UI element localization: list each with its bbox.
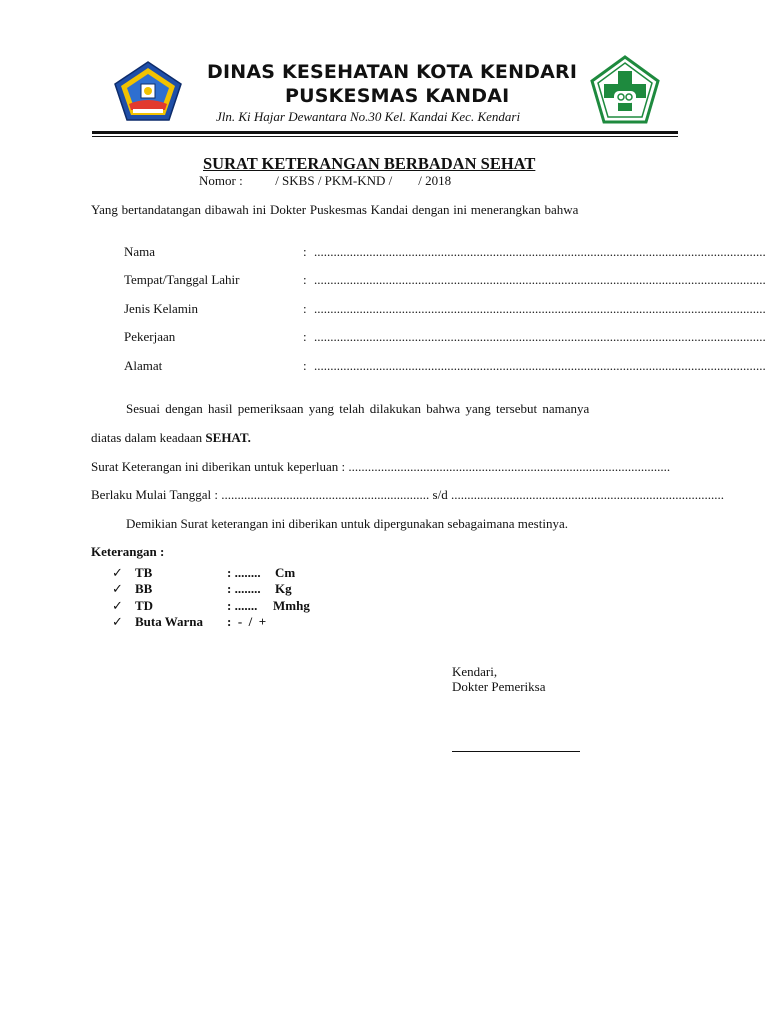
note-label-buta-warna: Buta Warna [135, 614, 204, 629]
check-icon: ✓ [112, 614, 123, 629]
note-label-bb: BB [135, 581, 153, 596]
document-number: Nomor : / SKBS / PKM-KND / / 2018 [199, 173, 452, 188]
note-value-tb[interactable]: : ........ [227, 565, 261, 580]
header-rule [92, 131, 678, 134]
intro-text: Yang bertandatangan dibawah ini Dokter Puskesmas Kandai dengan ini menerangkan bahwa [91, 202, 579, 217]
validity-line [91, 487, 724, 503]
puskesmas-logo [590, 55, 660, 125]
result-statement-line2 [91, 430, 251, 446]
purpose-input[interactable]: ................................................................................................... [348, 459, 671, 474]
field-input-alamat[interactable]: ........................................................................................................................................... [314, 358, 766, 373]
field-label-nama: Nama [124, 244, 156, 259]
note-label-tb: TB [135, 565, 153, 580]
note-value-td[interactable]: : ....... [227, 598, 258, 613]
check-icon: ✓ [112, 598, 123, 613]
result-statement-prefix: diatas dalam keadaan [91, 430, 206, 445]
note-unit-bb: Kg [275, 581, 292, 596]
clinic-name: PUSKESMAS KANDAI [285, 85, 510, 107]
notes-heading: Keterangan : [91, 544, 165, 559]
check-icon: ✓ [112, 581, 123, 596]
field-label-alamat: Alamat [124, 358, 163, 373]
field-input-tempat-tanggal-lahir[interactable]: ........................................................................................................................................... [314, 272, 766, 287]
check-icon: ✓ [112, 565, 123, 580]
field-input-jenis-kelamin[interactable]: ........................................................................................................................................... [314, 301, 766, 316]
agency-name: DINAS KESEHATAN KOTA KENDARI [207, 61, 578, 83]
purpose-label: Surat Keterangan ini diberikan untuk keperluan : [91, 459, 349, 474]
field-colon: : [303, 272, 307, 287]
validity-start-input[interactable]: ................................................................ [221, 487, 430, 502]
field-colon: : [303, 301, 307, 316]
note-unit-td: Mmhg [273, 598, 310, 613]
field-colon: : [303, 244, 307, 259]
field-input-pekerjaan[interactable]: ........................................................................................................................................... [314, 329, 766, 344]
note-label-td: TD [135, 598, 154, 613]
signature-line[interactable] [452, 751, 580, 752]
field-colon: : [303, 329, 307, 344]
signature-role: Dokter Pemeriksa [452, 679, 546, 694]
note-value-buta-warna[interactable]: : - / + [227, 614, 267, 629]
purpose-line [91, 459, 677, 475]
field-label-pekerjaan: Pekerjaan [124, 329, 176, 344]
clinic-address: Jln. Ki Hajar Dewantara No.30 Kel. Kandai Kec. Kendari [216, 109, 521, 124]
document-title: SURAT KETERANGAN BERBADAN SEHAT [203, 154, 536, 173]
signature-place: Kendari, [452, 664, 498, 679]
field-label-tempat-tanggal-lahir: Tempat/Tanggal Lahir [124, 272, 240, 287]
validity-end-input[interactable]: .................................................................................... [450, 487, 724, 502]
header-rule-thin [92, 136, 678, 137]
field-colon: : [303, 358, 307, 373]
health-status: SEHAT. [205, 430, 251, 445]
field-label-jenis-kelamin: Jenis Kelamin [124, 301, 199, 316]
note-unit-tb: Cm [275, 565, 296, 580]
closing-statement: Demikian Surat keterangan ini diberikan untuk dipergunakan sebagaimana mestinya. [126, 516, 568, 531]
validity-label: Berlaku Mulai Tanggal : [91, 487, 222, 502]
result-statement-line1: Sesuai dengan hasil pemeriksaan yang telah dilakukan bahwa yang tersebut namanya [126, 401, 590, 416]
field-input-nama[interactable]: ........................................................................................................................................... [314, 244, 766, 259]
city-emblem-logo [113, 60, 183, 122]
validity-sd: s/d [429, 487, 451, 502]
note-value-bb[interactable]: : ........ [227, 581, 261, 596]
